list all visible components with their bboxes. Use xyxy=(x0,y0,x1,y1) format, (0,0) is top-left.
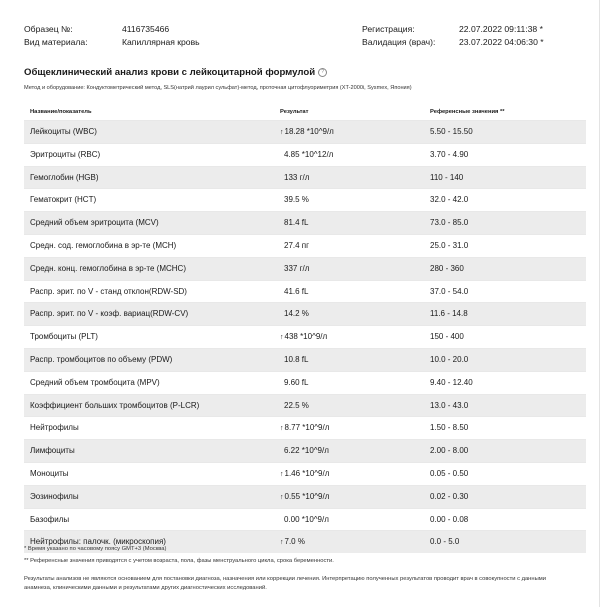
report-title xyxy=(24,67,327,78)
reference-range: 3.70 - 4.90 xyxy=(430,149,469,159)
high-flag-icon: ↑ xyxy=(280,539,284,547)
analyte-name: Базофилы xyxy=(30,514,70,524)
analyte-name: Распр. тромбоцитов по объему (PDW) xyxy=(30,354,173,364)
analyte-result xyxy=(284,287,308,296)
table-row xyxy=(24,188,586,211)
reference-range: 37.0 - 54.0 xyxy=(430,286,469,296)
disclaimer: Результаты анализов не являются основанием для постановки диагноза, назначения или коррекции лечения. Интерпретацию полученных результатов проводит врач в совокупности с данными анамнеза, клиническими данными и результатами других диагностических исследований. xyxy=(24,576,546,591)
analyte-result xyxy=(280,492,329,501)
table-row xyxy=(24,302,586,325)
analyte-name: Гемоглобин (HGB) xyxy=(30,172,99,182)
analyte-name: Нейтрофилы: палочк. (микроскопия) xyxy=(30,537,166,547)
table-row xyxy=(24,120,586,143)
result-value: 133 г/л xyxy=(284,172,310,182)
result-value: 27.4 пг xyxy=(284,240,310,250)
analyte-name: Средн. конц. гемоглобина в эр-те (MCHC) xyxy=(30,263,186,273)
table-header xyxy=(24,102,586,120)
table-row xyxy=(24,280,586,303)
table-row xyxy=(24,462,586,485)
material-label: Вид материала: xyxy=(24,37,88,47)
result-value: 41.6 fL xyxy=(284,286,309,296)
column-header-name: Название/показатель xyxy=(30,109,92,115)
footnote-time: * Время указано по часовому поясу GMT+3 (Москва) xyxy=(24,546,167,552)
analyte-name: Лимфоциты xyxy=(30,446,75,456)
result-value: 0.00 *10^9/л xyxy=(284,514,329,524)
table-body xyxy=(24,120,586,553)
table-row xyxy=(24,325,586,348)
material-value: Капиллярная кровь xyxy=(122,37,200,47)
analyte-result xyxy=(284,309,309,318)
reference-range: 2.00 - 8.00 xyxy=(430,446,469,456)
analyte-result xyxy=(280,469,329,478)
result-value: 7.0 % xyxy=(284,537,305,547)
footnote-reference: ** Референсные значения приводятся с учетом возраста, пола, фазы менструального цикла, срока беременности. xyxy=(24,558,334,564)
result-value: 8.77 *10^9/л xyxy=(284,423,330,433)
reference-range: 1.50 - 8.50 xyxy=(430,423,469,433)
sample-label: Образец №: xyxy=(24,24,73,34)
analyte-name: Распр. эрит. по V - коэф. вариац(RDW-CV) xyxy=(30,309,189,319)
analyte-result xyxy=(284,218,308,227)
result-value: 6.22 *10^9/л xyxy=(284,446,329,456)
high-flag-icon: ↑ xyxy=(280,470,284,478)
analyte-name: Тромбоциты (PLT) xyxy=(30,332,98,342)
report-title-text: Общеклинический анализ крови с лейкоцитарной формулой xyxy=(24,67,316,78)
results-table xyxy=(24,102,586,553)
analyte-name: Средний объем эритроцита (MCV) xyxy=(30,218,159,228)
analyte-result xyxy=(284,378,308,387)
analyte-result xyxy=(280,537,305,546)
analyte-name: Эритроциты (RBC) xyxy=(30,149,101,159)
reference-range: 13.0 - 43.0 xyxy=(430,400,469,410)
validation-label: Валидация (врач): xyxy=(362,37,436,47)
analyte-name: Нейтрофилы xyxy=(30,423,79,433)
analyte-name: Моноциты xyxy=(30,468,69,478)
table-row xyxy=(24,257,586,280)
result-value: 14.2 % xyxy=(284,309,309,319)
analyte-result xyxy=(284,401,309,410)
result-value: 18.28 *10^9/л xyxy=(284,127,334,136)
reference-range: 0.02 - 0.30 xyxy=(430,491,469,501)
analyte-name: Коэффициент больших тромбоцитов (P-LCR) xyxy=(30,400,200,410)
registration-date: 22.07.2022 09:11:38 * xyxy=(459,24,543,34)
table-row xyxy=(24,143,586,166)
reference-range: 32.0 - 42.0 xyxy=(430,195,469,205)
table-row xyxy=(24,348,586,371)
reference-range: 9.40 - 12.40 xyxy=(430,377,473,387)
reference-range: 0.05 - 0.50 xyxy=(430,468,469,478)
result-value: 9.60 fL xyxy=(284,377,309,387)
registration-label: Регистрация: xyxy=(362,24,415,34)
high-flag-icon: ↑ xyxy=(280,493,284,501)
table-row xyxy=(24,211,586,234)
sample-number: 4116735466 xyxy=(122,24,170,34)
analyte-result xyxy=(284,446,329,455)
reference-range: 10.0 - 20.0 xyxy=(430,354,469,364)
high-flag-icon: ↑ xyxy=(280,129,284,136)
result-value: 0.55 *10^9/л xyxy=(284,491,330,501)
reference-range: 280 - 360 xyxy=(430,263,464,273)
analyte-result xyxy=(284,195,309,204)
table-row xyxy=(24,166,586,189)
method-description: Метод и оборудование: Кондуктометрический метод, SLS(натрий лаурил сульфат)-метод, проточная цитофлуориметрия (XT-2000i, Sysmex, Япония) xyxy=(24,85,412,91)
result-value: 438 *10^9/л xyxy=(284,332,328,342)
result-value: 81.4 fL xyxy=(284,218,309,228)
table-row xyxy=(24,394,586,417)
reference-range: 0.00 - 0.08 xyxy=(430,514,469,524)
column-header-result: Результат xyxy=(280,109,309,115)
analyte-name: Лейкоциты (WBC) xyxy=(30,127,97,136)
column-header-reference: Референсные значения ** xyxy=(430,109,505,115)
analyte-result xyxy=(284,173,309,182)
analyte-result xyxy=(284,241,309,250)
result-value: 4.85 *10^12/л xyxy=(284,149,334,159)
result-value: 39.5 % xyxy=(284,195,309,205)
result-value: 22.5 % xyxy=(284,400,309,410)
table-row xyxy=(24,371,586,394)
table-row xyxy=(24,508,586,531)
validation-date: 23.07.2022 04:06:30 * xyxy=(459,37,544,47)
reference-range: 11.6 - 14.8 xyxy=(430,309,468,319)
analyte-result xyxy=(284,515,329,524)
table-row xyxy=(24,234,586,257)
analyte-result xyxy=(284,264,309,273)
result-value: 337 г/л xyxy=(284,263,310,273)
reference-range: 0.0 - 5.0 xyxy=(430,537,460,547)
analyte-name: Средн. сод. гемоглобина в эр-те (MCH) xyxy=(30,240,177,250)
analyte-result xyxy=(280,332,327,341)
analyte-name: Средний объем тромбоцита (MPV) xyxy=(30,377,160,387)
reference-range: 150 - 400 xyxy=(430,332,464,342)
result-value: 10.8 fL xyxy=(284,354,309,364)
analyte-result xyxy=(280,127,334,136)
high-flag-icon: ↑ xyxy=(280,334,284,342)
analyte-result xyxy=(284,150,333,159)
table-row xyxy=(24,439,586,462)
reference-range: 73.0 - 85.0 xyxy=(430,218,469,228)
analyte-result xyxy=(280,423,329,432)
table-row xyxy=(24,416,586,439)
high-flag-icon: ↑ xyxy=(280,425,284,433)
analyte-name: Гематокрит (HCT) xyxy=(30,195,97,205)
analyte-name: Эозинофилы xyxy=(30,491,79,501)
table-row xyxy=(24,485,586,508)
result-value: 1.46 *10^9/л xyxy=(284,468,330,478)
info-icon[interactable]: ? xyxy=(318,68,327,77)
analyte-result xyxy=(284,355,308,364)
reference-range: 5.50 - 15.50 xyxy=(430,127,473,136)
reference-range: 110 - 140 xyxy=(430,172,464,182)
analyte-name: Распр. эрит. по V - станд отклон(RDW-SD) xyxy=(30,286,187,296)
reference-range: 25.0 - 31.0 xyxy=(430,240,469,250)
